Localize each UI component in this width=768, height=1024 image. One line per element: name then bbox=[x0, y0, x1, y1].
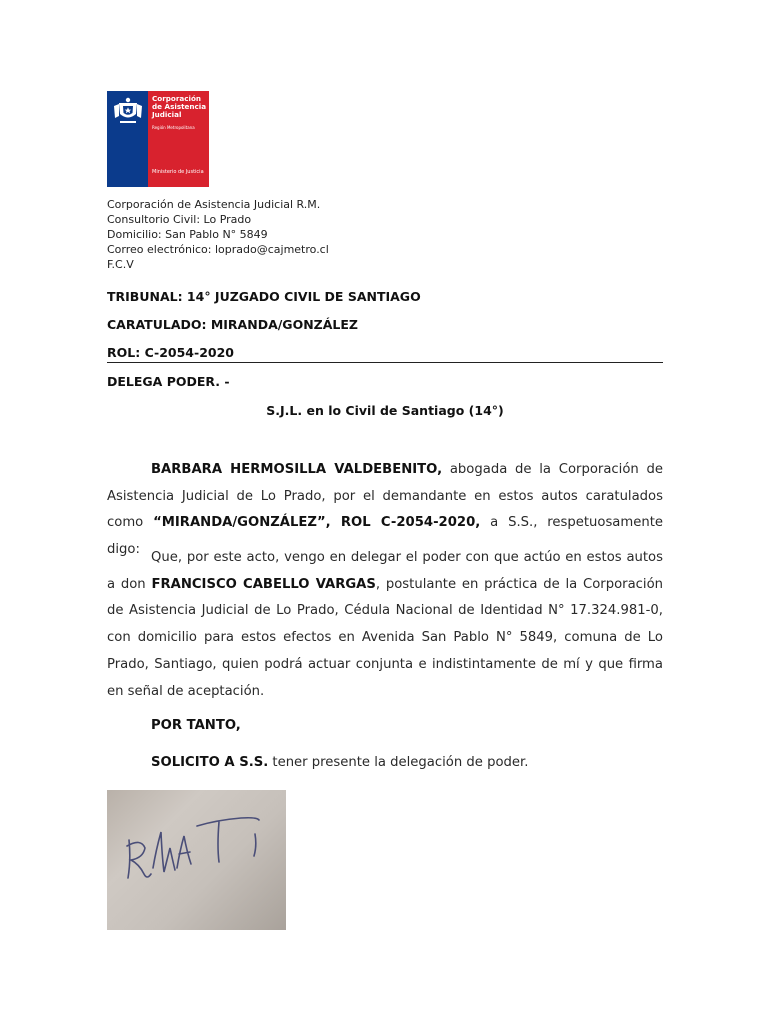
court-addressee: S.J.L. en lo Civil de Santiago (14°) bbox=[266, 403, 504, 418]
logo-institution-name: Corporación de Asistencia Judicial bbox=[152, 94, 207, 119]
logo-red-panel bbox=[148, 91, 209, 187]
sender-initials: F.C.V bbox=[107, 258, 134, 271]
delegation-paragraph bbox=[107, 545, 663, 705]
paragraph1-text-b: a S.S., respetuosamente digo: bbox=[107, 515, 663, 558]
signature-strokes bbox=[107, 790, 286, 930]
por-tanto bbox=[151, 718, 241, 733]
paragraph2-text-a: Que, por este acto, vengo en delegar el poder con que actúo en estos autos a don bbox=[107, 550, 663, 592]
rol-line: ROL: C-2054-2020 bbox=[107, 345, 234, 360]
sender-office: Consultorio Civil: Lo Prado bbox=[107, 213, 252, 226]
logo-region: Región Metropolitana bbox=[152, 125, 195, 130]
request-line bbox=[151, 755, 528, 770]
case-reference: “MIRANDA/GONZÁLEZ”, ROL C-2054-2020, bbox=[153, 515, 481, 531]
institution-logo bbox=[107, 91, 209, 187]
delegate-name: FRANCISCO CABELLO VARGAS bbox=[151, 576, 376, 592]
section-divider bbox=[107, 362, 663, 363]
paragraph2-text-b: , postulante en práctica de la Corporación de Asistencia Judicial de Lo Prado, Cédula Nacional de Identidad N° 17.324.981-0, con domicilio para estos efectos en Avenida San Pablo N° 5849, comuna de Lo Prado, Santiago, quien podrá actuar conjunta e indistintamente de mí y que firma en señal de aceptación. bbox=[107, 576, 663, 699]
sender-address: Domicilio: San Pablo N° 5849 bbox=[107, 228, 268, 241]
request-text: tener presente la delegación de poder. bbox=[268, 755, 529, 770]
sender-organization: Corporación de Asistencia Judicial R.M. bbox=[107, 198, 321, 211]
tribunal-line: TRIBUNAL: 14° JUZGADO CIVIL DE SANTIAGO bbox=[107, 289, 421, 304]
logo-blue-panel bbox=[107, 91, 148, 187]
sender-email: Correo electrónico: loprado@cajmetro.cl bbox=[107, 243, 329, 256]
coat-of-arms-icon bbox=[111, 94, 145, 128]
paragraph1-text-a: abogada de la Corporación de Asistencia Judicial de Lo Prado, por el demandante en estos autos caratulados como bbox=[107, 462, 663, 531]
handwritten-signature bbox=[107, 790, 286, 930]
sender-details bbox=[107, 197, 329, 272]
logo-ministry: Ministerio de Justicia bbox=[152, 169, 204, 175]
por-tanto-label: POR TANTO, bbox=[151, 718, 241, 733]
document-subject: DELEGA PODER. - bbox=[107, 374, 230, 389]
lawyer-name: BARBARA HERMOSILLA VALDEBENITO, bbox=[151, 462, 443, 477]
caratulado-line: CARATULADO: MIRANDA/GONZÁLEZ bbox=[107, 317, 358, 332]
request-label: SOLICITO A S.S. bbox=[151, 755, 269, 770]
